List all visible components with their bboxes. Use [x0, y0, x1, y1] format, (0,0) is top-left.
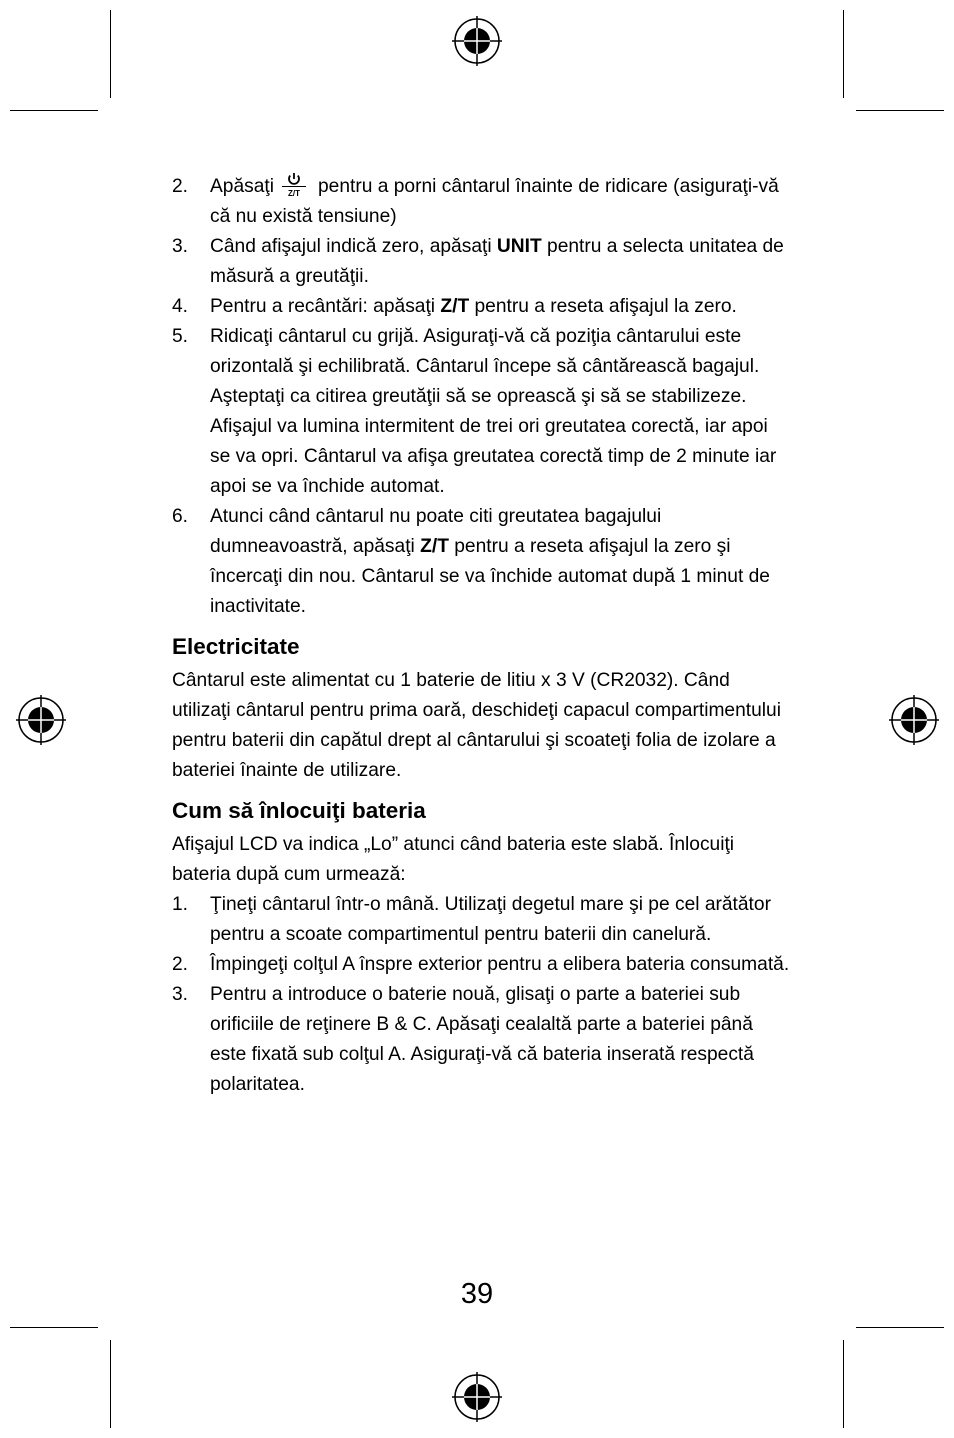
list-number: 2.: [172, 954, 189, 975]
list-item: [172, 890, 792, 950]
crop-mark-bottom-left-v: [110, 1340, 111, 1428]
list-number: 4.: [172, 296, 189, 317]
power-zt-button-icon: [278, 172, 310, 198]
crop-mark-top-left-h: [10, 110, 98, 111]
instruction-list-top: [172, 172, 792, 622]
crop-mark-top-left-v: [110, 10, 111, 98]
list-item: [172, 232, 792, 292]
crop-mark-top-right-v: [843, 10, 844, 98]
svg-text:Z/T: Z/T: [288, 189, 300, 198]
list-text: Apăsaţi Z/T pentru a porni cântarul înainte de ridicare (asiguraţi-vă că nu există tensiune): [210, 176, 779, 227]
list-number: 3.: [172, 236, 189, 257]
list-text: Atunci când cântarul nu poate citi greutatea bagajului dumneavoastră, apăsaţi Z/T pentru a reseta afişajul la zero şi încercaţi din nou. Cântarul se va închide automat după 1 minut de inactivitate.: [210, 506, 770, 617]
section-body-electricity: Cântarul este alimentat cu 1 baterie de litiu x 3 V (CR2032). Când utilizaţi cântarul pentru prima oară, deschideţi capacul compartimentului pentru baterii din capătul drept al cântarului şi scoateţi folia de izolare a bateriei înainte de utilizare.: [172, 670, 781, 781]
section-heading-electricity: Electricitate: [172, 634, 300, 659]
registration-target-icon: [16, 695, 66, 745]
list-item: [172, 172, 792, 232]
page-content: [172, 172, 792, 1100]
list-number: 1.: [172, 894, 189, 915]
zt-button-label: Z/T: [420, 536, 449, 557]
list-number: 6.: [172, 506, 189, 527]
list-text: Când afişajul indică zero, apăsaţi UNIT pentru a selecta unitatea de măsură a greutăţii.: [210, 236, 784, 287]
registration-target-icon: [452, 16, 502, 66]
list-number: 3.: [172, 984, 189, 1005]
registration-target-icon: [452, 1372, 502, 1422]
list-text: Împingeţi colţul A înspre exterior pentru a elibera bateria consumată.: [210, 954, 790, 975]
list-item: [172, 950, 792, 980]
registration-target-icon: [889, 695, 939, 745]
list-number: 5.: [172, 326, 189, 347]
crop-mark-bottom-right-h: [856, 1327, 944, 1328]
list-text: Ţineţi cântarul într-o mână. Utilizaţi degetul mare şi pe cel arătător pentru a scoate compartimentul pentru baterii din canelură.: [210, 894, 771, 945]
list-text: Pentru a introduce o baterie nouă, glisaţi o parte a bateriei sub orificiile de reţinere B & C. Apăsaţi cealaltă parte a bateriei până este fixată sub colţul A. Asiguraţi-vă că bateria inserată respectă polaritatea.: [210, 984, 754, 1095]
list-number: 2.: [172, 176, 189, 197]
list-item: [172, 322, 792, 502]
unit-button-label: UNIT: [496, 236, 542, 257]
list-text: Pentru a recântări: apăsaţi Z/T pentru a reseta afişajul la zero.: [210, 296, 737, 317]
section-heading-battery: Cum să înlocuiţi bateria: [172, 798, 426, 823]
crop-mark-bottom-left-h: [10, 1327, 98, 1328]
list-item: [172, 292, 792, 322]
list-text: Ridicaţi cântarul cu grijă. Asiguraţi-vă că poziţia cântarului este orizontală şi echilibrată. Cântarul începe să cântărească bagajul. Aşteptaţi ca citirea greutăţii să se oprească şi să se stabilizeze. Afişajul va lumina intermitent de trei ori greutatea corectă, iar apoi se va opri. Cântarul va afişa greutatea corectă timp de 2 minute iar apoi se va închide automat.: [210, 326, 777, 497]
list-item: [172, 980, 792, 1100]
crop-mark-top-right-h: [856, 110, 944, 111]
zt-button-label: Z/T: [440, 296, 470, 317]
battery-steps-list: [172, 890, 792, 1100]
list-item: [172, 502, 792, 622]
section-intro-battery: Afişajul LCD va indica „Lo” atunci când bateria este slabă. Înlocuiţi bateria după cum urmează:: [172, 834, 735, 885]
crop-mark-bottom-right-v: [843, 1340, 844, 1428]
page-number: 39: [460, 1278, 494, 1310]
